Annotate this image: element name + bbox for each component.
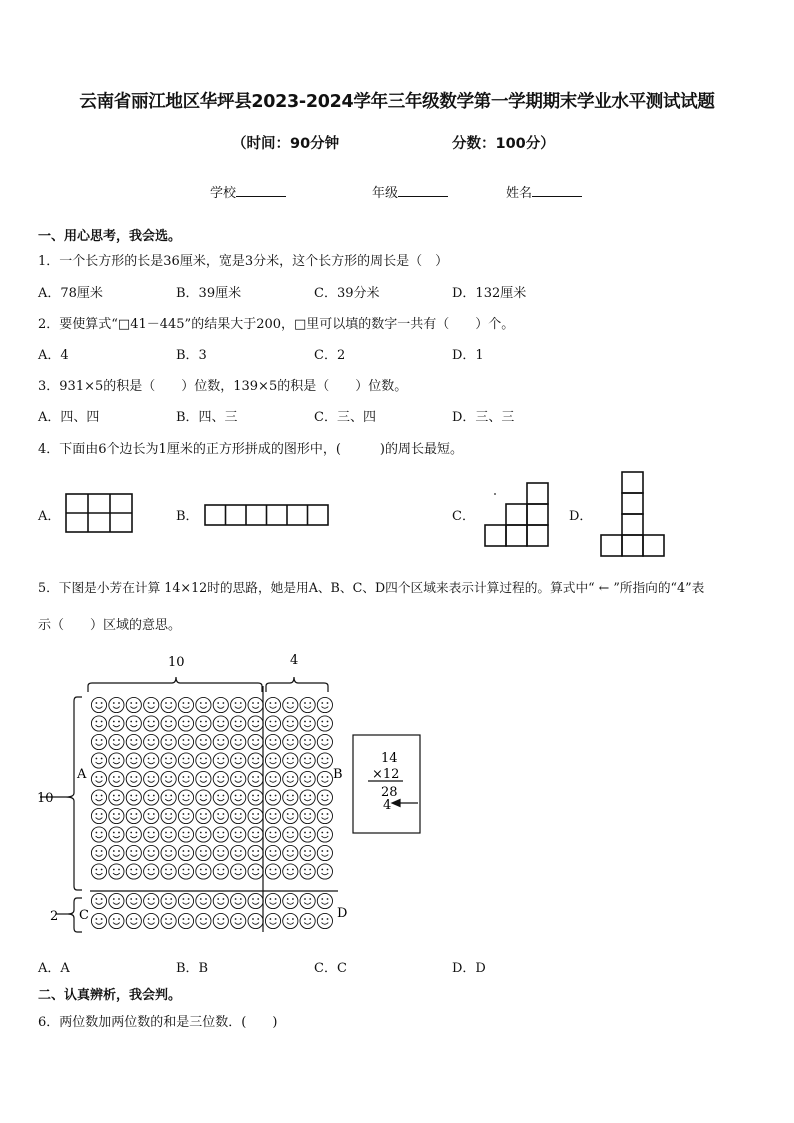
- smiley-face: [317, 913, 332, 928]
- label-side-10: 10: [37, 791, 54, 806]
- smiley-face: [161, 716, 176, 731]
- smiley-face: [144, 734, 159, 749]
- smiley-face: [126, 845, 141, 860]
- smiley-face: [144, 827, 159, 842]
- q3-option-c: C．三、四: [314, 410, 376, 425]
- question-1: 1．一个长方形的长是36厘米，宽是3分米，这个长方形的周长是（ ）: [38, 254, 449, 269]
- smiley-face: [283, 893, 298, 908]
- q3-option-d: D．三、三: [452, 410, 515, 425]
- smiley-face: [300, 771, 315, 786]
- smiley-face: [144, 790, 159, 805]
- smiley-face: [317, 697, 332, 712]
- smiley-face: [231, 771, 246, 786]
- smiley-face: [196, 864, 211, 879]
- smiley-face: [178, 827, 193, 842]
- smiley-face: [283, 808, 298, 823]
- smiley-face: [317, 808, 332, 823]
- smiley-face: [196, 808, 211, 823]
- smiley-face: [91, 827, 106, 842]
- smiley-face: [126, 893, 141, 908]
- smiley-face: [213, 913, 228, 928]
- smiley-face: [196, 771, 211, 786]
- smiley-face: [196, 753, 211, 768]
- smiley-face: [126, 808, 141, 823]
- smiley-face: [196, 845, 211, 860]
- smiley-face: [178, 716, 193, 731]
- smiley-face: [300, 864, 315, 879]
- smiley-face: [248, 913, 263, 928]
- calc-line-1: 14: [381, 751, 398, 766]
- smiley-face: [91, 771, 106, 786]
- smiley-face: [178, 864, 193, 879]
- smiley-face: [248, 753, 263, 768]
- smiley-face: [283, 913, 298, 928]
- calc-line-4: 4: [383, 798, 392, 813]
- smiley-face: [317, 771, 332, 786]
- smiley-face: [178, 913, 193, 928]
- smiley-face: [161, 753, 176, 768]
- q4-label-d: D．: [569, 509, 593, 524]
- exam-score: 分数：100分）: [452, 136, 555, 152]
- smiley-face: [109, 808, 124, 823]
- smiley-face: [196, 716, 211, 731]
- smiley-face: [283, 753, 298, 768]
- smiley-face: [231, 845, 246, 860]
- smiley-face: [91, 734, 106, 749]
- smiley-face: [109, 753, 124, 768]
- smiley-face: [126, 827, 141, 842]
- smiley-face: [161, 893, 176, 908]
- smiley-face: [213, 734, 228, 749]
- smiley-face: [231, 753, 246, 768]
- smiley-face: [300, 827, 315, 842]
- smiley-face: [91, 913, 106, 928]
- question-3: 3．931×5的积是（ ）位数，139×5的积是（ ）位数。: [38, 379, 408, 394]
- smiley-face: [300, 913, 315, 928]
- smiley-face: [265, 771, 280, 786]
- smiley-face: [196, 790, 211, 805]
- smiley-face: [317, 716, 332, 731]
- question-4: 4．下面由6个边长为1厘米的正方形拼成的图形中，( )的周长最短。: [38, 442, 463, 457]
- smiley-face: [91, 808, 106, 823]
- smiley-face: [317, 893, 332, 908]
- q2-option-c: C．2: [314, 348, 346, 363]
- smiley-face: [161, 790, 176, 805]
- smiley-face: [283, 771, 298, 786]
- q5-option-c: C．C: [314, 961, 347, 976]
- smiley-face: [109, 734, 124, 749]
- smiley-face: [213, 864, 228, 879]
- question-2: 2．要使算式“□41－445”的结果大于200，□里可以填的数字一共有（ ）个。: [38, 317, 515, 332]
- smiley-face: [248, 864, 263, 879]
- smiley-face: [317, 753, 332, 768]
- smiley-face: [126, 913, 141, 928]
- q3-option-b: B．四、三: [176, 410, 238, 425]
- smiley-face: [161, 697, 176, 712]
- smiley-face: [300, 716, 315, 731]
- smiley-face: [213, 716, 228, 731]
- smiley-face: [161, 913, 176, 928]
- smiley-face: [91, 845, 106, 860]
- smiley-face: [144, 808, 159, 823]
- q1-option-c: C．39分米: [314, 286, 380, 301]
- smiley-face: [300, 790, 315, 805]
- smiley-face: [91, 790, 106, 805]
- smiley-face: [161, 827, 176, 842]
- region-b-label: B: [333, 767, 343, 782]
- smiley-face: [231, 913, 246, 928]
- q3-option-a: A．四、四: [38, 410, 100, 425]
- smiley-face: [231, 864, 246, 879]
- q2-option-d: D．1: [452, 348, 484, 363]
- smiley-face: [248, 734, 263, 749]
- smiley-face: [178, 790, 193, 805]
- section-1-heading: 一、用心思考，我会选。: [38, 229, 182, 244]
- q4-label-c: C．: [452, 509, 475, 524]
- smiley-face: [248, 845, 263, 860]
- smiley-face: [317, 734, 332, 749]
- region-d-label: D: [337, 906, 348, 921]
- smiley-face: [300, 734, 315, 749]
- q5-option-d: D．D: [452, 961, 486, 976]
- smiley-face: [213, 753, 228, 768]
- smiley-face: [265, 753, 280, 768]
- smiley-face: [248, 716, 263, 731]
- smiley-face: [161, 845, 176, 860]
- smiley-face: [283, 827, 298, 842]
- smiley-face: [213, 790, 228, 805]
- region-c-label: C: [79, 908, 89, 923]
- smiley-face: [317, 827, 332, 842]
- smiley-face: [196, 893, 211, 908]
- smiley-face: [144, 845, 159, 860]
- smiley-face: [109, 845, 124, 860]
- smiley-face: [126, 771, 141, 786]
- smiley-face: [283, 716, 298, 731]
- q4-label-a: A．: [38, 509, 61, 524]
- smiley-face: [265, 845, 280, 860]
- smiley-grid: [91, 697, 332, 928]
- smiley-face: [265, 808, 280, 823]
- smiley-face: [317, 864, 332, 879]
- smiley-face: [91, 716, 106, 731]
- smiley-face: [144, 697, 159, 712]
- smiley-face: [283, 697, 298, 712]
- smiley-face: [126, 716, 141, 731]
- smiley-face: [178, 845, 193, 860]
- smiley-face: [109, 790, 124, 805]
- smiley-face: [144, 893, 159, 908]
- smiley-face: [144, 913, 159, 928]
- smiley-face: [283, 790, 298, 805]
- label-top-4: 4: [290, 653, 299, 668]
- name-field: 姓名: [506, 182, 582, 201]
- exam-time: （时间：90分钟: [232, 136, 340, 152]
- q5-option-a: A．A: [38, 961, 70, 976]
- smiley-face: [231, 697, 246, 712]
- question-5-line-1: 5．下图是小芳在计算 14×12时的思路，她是用A、B、C、D四个区域来表示计算过程的。算式中“ ← ”所指向的“4”表: [38, 580, 705, 595]
- smiley-face: [248, 790, 263, 805]
- smiley-face: [144, 864, 159, 879]
- smiley-face: [109, 771, 124, 786]
- calc-line-3: 28: [381, 785, 398, 800]
- smiley-face: [91, 697, 106, 712]
- school-field: 学校: [210, 182, 286, 201]
- smiley-face: [265, 697, 280, 712]
- smiley-face: [161, 734, 176, 749]
- smiley-face: [213, 827, 228, 842]
- q1-option-a: A．78厘米: [38, 286, 103, 301]
- q1-option-b: B．39厘米: [176, 286, 242, 301]
- smiley-face: [109, 913, 124, 928]
- smiley-face: [178, 808, 193, 823]
- smiley-face: [213, 771, 228, 786]
- smiley-face: [265, 913, 280, 928]
- smiley-face: [213, 808, 228, 823]
- smiley-face: [109, 697, 124, 712]
- smiley-face: [283, 864, 298, 879]
- smiley-face: [161, 771, 176, 786]
- smiley-face: [126, 864, 141, 879]
- question-5-line-2: 示（ ）区域的意思。: [38, 618, 182, 633]
- smiley-face: [300, 893, 315, 908]
- smiley-face: [144, 716, 159, 731]
- smiley-face: [265, 734, 280, 749]
- label-top-10: 10: [168, 655, 185, 670]
- smiley-face: [248, 697, 263, 712]
- smiley-face: [109, 827, 124, 842]
- smiley-face: [300, 845, 315, 860]
- smiley-face: [161, 808, 176, 823]
- smiley-face: [109, 716, 124, 731]
- smiley-face: [231, 734, 246, 749]
- region-a-label: A: [77, 767, 87, 782]
- smiley-face: [248, 771, 263, 786]
- smiley-face: [231, 790, 246, 805]
- smiley-face: [265, 893, 280, 908]
- smiley-face: [248, 808, 263, 823]
- smiley-face: [196, 827, 211, 842]
- smiley-face: [178, 753, 193, 768]
- q2-option-a: A．4: [38, 348, 69, 363]
- smiley-face: [178, 771, 193, 786]
- calc-line-2: ×12: [372, 767, 400, 782]
- smiley-face: [109, 893, 124, 908]
- smiley-face: [283, 845, 298, 860]
- q4-label-b: B．: [176, 509, 199, 524]
- smiley-face: [144, 753, 159, 768]
- smiley-face: [178, 734, 193, 749]
- smiley-face: [196, 697, 211, 712]
- label-side-2: 2: [50, 909, 59, 924]
- grade-field: 年级: [372, 182, 448, 201]
- smiley-face: [126, 734, 141, 749]
- smiley-face: [126, 753, 141, 768]
- smiley-face: [265, 716, 280, 731]
- smiley-face: [248, 827, 263, 842]
- smiley-face: [213, 697, 228, 712]
- smiley-face: [196, 913, 211, 928]
- smiley-face: [300, 697, 315, 712]
- smiley-face: [91, 864, 106, 879]
- page-title: 云南省丽江地区华坪县2023-2024学年三年级数学第一学期期末学业水平测试试题: [79, 92, 715, 112]
- smiley-face: [91, 753, 106, 768]
- smiley-face: [265, 790, 280, 805]
- q1-option-d: D．132厘米: [452, 286, 527, 301]
- smiley-face: [317, 790, 332, 805]
- smiley-face: [196, 734, 211, 749]
- smiley-face: [300, 808, 315, 823]
- smiley-face: [265, 827, 280, 842]
- smiley-face: [213, 893, 228, 908]
- q2-option-b: B．3: [176, 348, 207, 363]
- smiley-face: [231, 893, 246, 908]
- smiley-face: [91, 893, 106, 908]
- smiley-face: [126, 790, 141, 805]
- q5-option-b: B．B: [176, 961, 209, 976]
- smiley-face: [231, 827, 246, 842]
- smiley-face: [283, 734, 298, 749]
- smiley-face: [231, 716, 246, 731]
- smiley-face: [126, 697, 141, 712]
- smiley-face: [317, 845, 332, 860]
- section-2-heading: 二、认真辨析，我会判。: [38, 988, 182, 1003]
- smiley-face: [178, 893, 193, 908]
- smiley-face: [178, 697, 193, 712]
- question-6: 6．两位数加两位数的和是三位数．( ): [38, 1015, 278, 1030]
- smiley-face: [300, 753, 315, 768]
- smiley-face: [109, 864, 124, 879]
- smiley-face: [231, 808, 246, 823]
- smiley-face: [265, 864, 280, 879]
- smiley-face: [144, 771, 159, 786]
- smiley-face: [213, 845, 228, 860]
- smiley-face: [161, 864, 176, 879]
- smiley-face: [248, 893, 263, 908]
